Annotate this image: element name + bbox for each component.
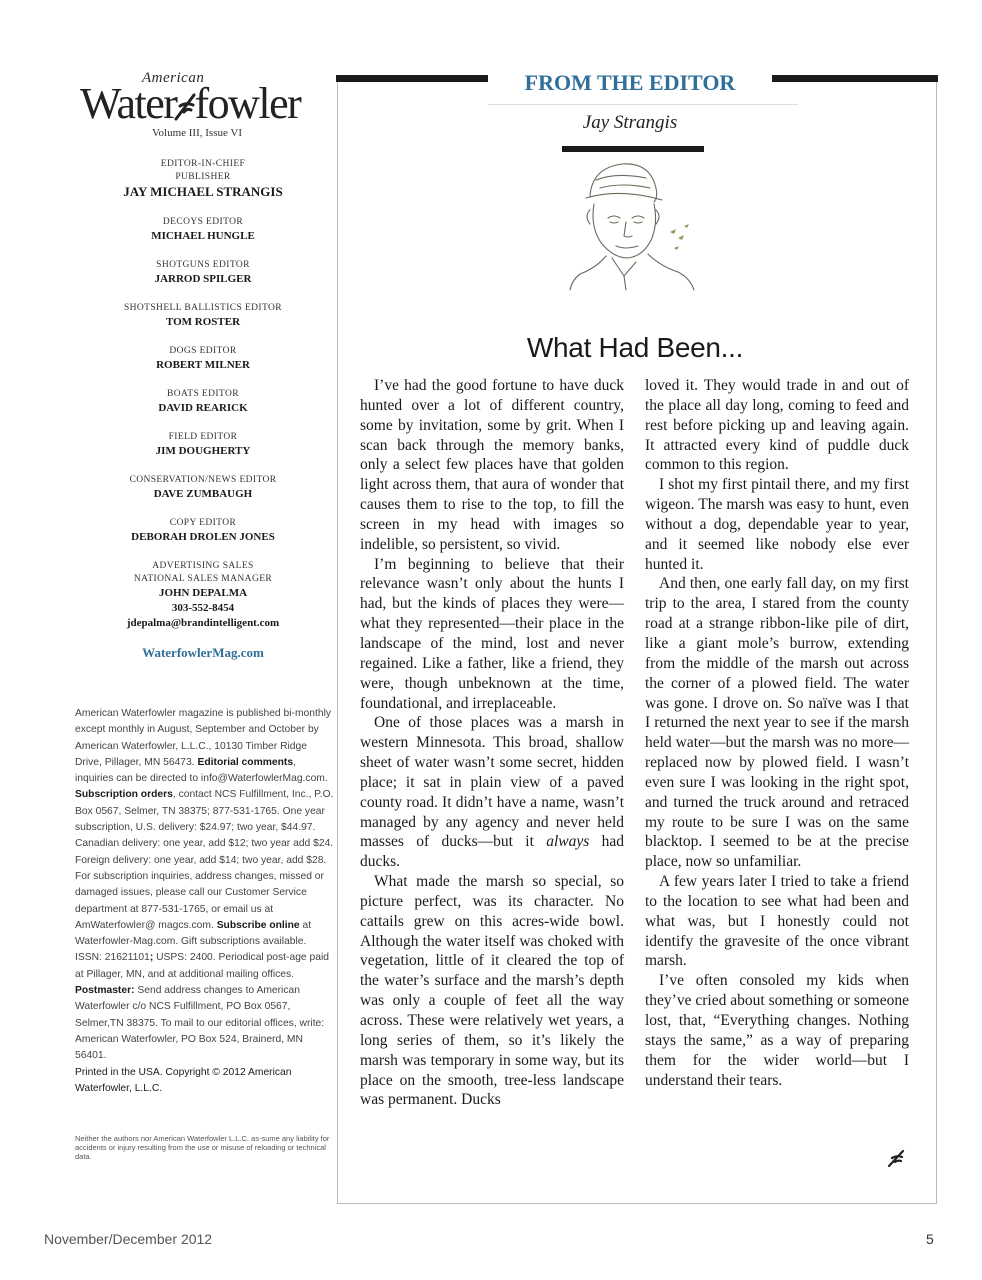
editorial-text: , inquiries can be directed to info@WaterfowlerMag.com. (75, 756, 328, 785)
subscription-text: , contact NCS Fulfillment, Inc., P.O. Box 0567, Selmer, TN 38375; 877-531-1765. One year subscription, U.S. delivery: $24.97; two year, $44.97. Canadian delivery: one year, add $12; two year add $24. Foreign delivery: one year, add $14; two year, add $28. For subscription inquiries, address changes, missed or damaged issues, please call our Customer Service department at 877-531-1765, or email us at AmWaterfowler@ magcs.com. (75, 789, 334, 931)
article-paragraph: I shot my first pintail there, and my first wigeon. The marsh was easy to hunt, even without a dog, dependable year to year, and it seemed like nobody else ever hunted it. (645, 476, 909, 573)
byline-rule (562, 146, 704, 152)
staff-role: FIELD EDITOR (168, 432, 238, 442)
article-paragraph: And then, one early fall day, on my first trip to the area, I stared from the county road at a strange ribbon-like pile of dirt, like a giant mole’s burrow, extending from the middle of the marsh out across the corner of a plowed field. The water was gone. I drove on. So naïve was I that I returned the next year to see if the marsh held water—but the marsh was no more—replaced now by plowed field. I wasn’t even sure I was looking in the right spot, and turned the truck around and retraced my route to be sure I was on the same blacktop. I seemed to be at the precise place, now so unfamiliar. (645, 575, 909, 871)
article-title: What Had Been... (526, 332, 744, 363)
staff-role: EDITOR-IN-CHIEF (160, 159, 246, 169)
staff-name: JIM DOUGHERTY (155, 445, 251, 457)
staff-name: DAVE ZUMBAUGH (153, 488, 253, 500)
subscribe-online-text: at Waterfowler-Mag.com. Gift subscriptions available. (75, 919, 312, 948)
ads-phone: 303-552-8454 (171, 602, 235, 614)
editorial-label: Editorial comments (197, 756, 294, 768)
usps-text: USPS: 2400. Periodical post-age paid at Pillager, MN, and at additional mailing offices. (75, 952, 329, 980)
title-rule-right (772, 75, 938, 82)
article-column-1 (360, 376, 624, 1110)
title-divider (488, 104, 798, 105)
issn: ISSN: 21621101 (75, 952, 150, 964)
masthead-american: American (142, 70, 205, 86)
article-paragraph: One of those places was a marsh in western Minnesota. This broad, shallow sheet of water wasn’t some secret, hidden place; it sat in plain view of a paved county road. It didn’t have a name, wasn’t managed by any agency and never held masses of ducks—but it always had ducks. (360, 714, 624, 871)
staff-role: PUBLISHER (175, 172, 231, 182)
staff-name: MICHAEL HUNGLE (151, 230, 255, 242)
ads-email[interactable]: jdepalma@brandintelligent.com (126, 617, 280, 629)
page-number: 5 (926, 1231, 934, 1247)
staff-name: DAVID REARICK (158, 402, 248, 414)
website-link[interactable]: WaterfowlerMag.com (142, 645, 264, 660)
staff-role: COPY EDITOR (169, 518, 237, 528)
article-paragraph: I’ve often consoled my kids when they’ve cried about something or someone lost, that, “Everything changes. Nothing stays the same,” as a way of preparing them for the wider world—but I understand their tears. (645, 972, 909, 1089)
masthead-name-part2: fowler (194, 79, 301, 128)
staff-name: TOM ROSTER (165, 316, 241, 328)
article-paragraph: I’ve had the good fortune to have duck hunted over a lot of different country, some by invitation, some by grit. When I scan back through the memory banks, only a select few places have that golden light across them, that aura of wonder that causes them to rise to the top, to fill the screen in my head with images so indelible, so persistent, so vivid. (360, 377, 624, 553)
staff-name: DEBORAH DROLEN JONES (131, 531, 275, 543)
staff-role: SHOTSHELL BALLISTICS EDITOR (123, 303, 283, 313)
staff-list (70, 158, 336, 661)
masthead-volume: Volume III, Issue VI (152, 127, 243, 139)
article-paragraph: What made the marsh so special, so picture perfect, was its character. No cattails grew on this acres-wide bowl. Although the water itself was choked with vegetation, little of it cleared the top of the water’s surface and the marsh’s depth was only a couple of feet all the way across. These were relatively wet years, a long series of them, so it’s likely the marsh was temporary in some way, but its place on the smooth, tree-less landscape was permanent. Ducks (360, 873, 624, 1109)
staff-name: ROBERT MILNER (156, 359, 250, 371)
footer-date: November/December 2012 (44, 1231, 213, 1247)
staff-name: JARROD SPILGER (154, 273, 252, 285)
publisher-info: American Waterfowler magazine is published bi-monthly except monthly in August, September and October by American Waterfowler, L.L.C., 10130 Timber Ridge Drive, Pillager, MN 56473. Editorial comments, inquiries can be directed to info@WaterfowlerMag.com. Subscription orders, contact NCS Fulfillment, Inc., P.O. Box 0567, Selmer, TN 38375; 877-531-1765. One year subscription, U.S. delivery: $24.97; two year, $44.97. Canadian delivery: one year, add $12; two year add $24. Foreign delivery: one year, add $14; two year, add $28. For subscription inquiries, address changes, missed or damaged issues, please call our Customer Service department at 877-531-1765, or email us at AmWaterfowler@ magcs.com. Subscribe online at Waterfowler-Mag.com. Gift subscriptions available. ISSN: 21621101; USPS: 2400. Periodical post-age paid at Pillager, MN, and at additional mailing offices. Postmaster: Send address changes to American Waterfowler c/o NCS Fulfillment, PO Box 0567, Selmer,TN 38375. To mail to our editorial offices, write: American Waterfowler, PO Box 524, Brainerd, MN 56401. Printed in the USA. Copyright © 2012 American Waterfowler, L.L.C. (75, 708, 334, 1094)
article-column-2 (645, 376, 909, 1090)
disclaimer: Neither the authors nor American Waterfowler L.L.C. as-sume any liability for accidents or injury resulting from the use or misuse of reloading or technical data. (75, 1134, 330, 1162)
subscribe-online-label: Subscribe online (216, 919, 300, 931)
copyright: Printed in the USA. Copyright © 2012 American Waterfowler, L.L.C. (75, 1066, 292, 1094)
postmaster-text: Send address changes to American Waterfowler c/o NCS Fulfillment, PO Box 0567, Selmer,TN 38375. To mail to our editorial offices, write: American Waterfowler, PO Box 524, Brainerd, MN 56401. (75, 985, 325, 1062)
staff-role: CONSERVATION/NEWS EDITOR (129, 475, 277, 485)
subscription-label: Subscription orders (75, 789, 173, 801)
masthead-name-part1: Water (80, 79, 177, 128)
staff-role: DECOYS EDITOR (162, 217, 244, 227)
ads-name: JOHN DEPALMA (158, 587, 248, 599)
publisher-intro: American Waterfowler magazine is published bi-monthly except monthly in August, September and October by American Waterfowler, L.L.C., 10130 Timber Ridge Drive, Pillager, MN 56473. (75, 708, 332, 768)
article-paragraph: A few years later I tried to take a friend to the location to see what had been and what was, but I honestly could not identify the gravesite of the once vibrant marsh. (645, 873, 909, 970)
article-paragraph: I’m beginning to believe that their relevance wasn’t only about the hunts I had, but the kinds of places they were—what they represented—their place in the landscape of the mind, lost and never regained. Like a father, like a friend, they were, though unbeknown at the time, foundational, and irreplaceable. (360, 555, 624, 712)
staff-role: DOGS EDITOR (169, 346, 237, 356)
staff-role: NATIONAL SALES MANAGER (133, 574, 273, 584)
staff-role: SHOTGUNS EDITOR (156, 260, 250, 270)
editor-portrait-sketch (566, 158, 700, 292)
flying-duck-end-icon (886, 1148, 906, 1168)
staff-role: ADVERTISING SALES (152, 561, 254, 571)
staff-role: BOATS EDITOR (167, 389, 239, 399)
byline: Jay Strangis (582, 112, 678, 133)
section-title: FROM THE EDITOR (524, 70, 736, 95)
staff-name: JAY MICHAEL STRANGIS (123, 184, 283, 199)
masthead-logo (80, 79, 301, 128)
title-rule-left (336, 75, 488, 82)
postmaster-label: Postmaster: (75, 985, 135, 997)
article-paragraph: loved it. They would trade in and out of the place all day long, coming to feed and rest before picking up and leaving again. It attracted every kind of puddle duck common to this region. (645, 377, 909, 474)
